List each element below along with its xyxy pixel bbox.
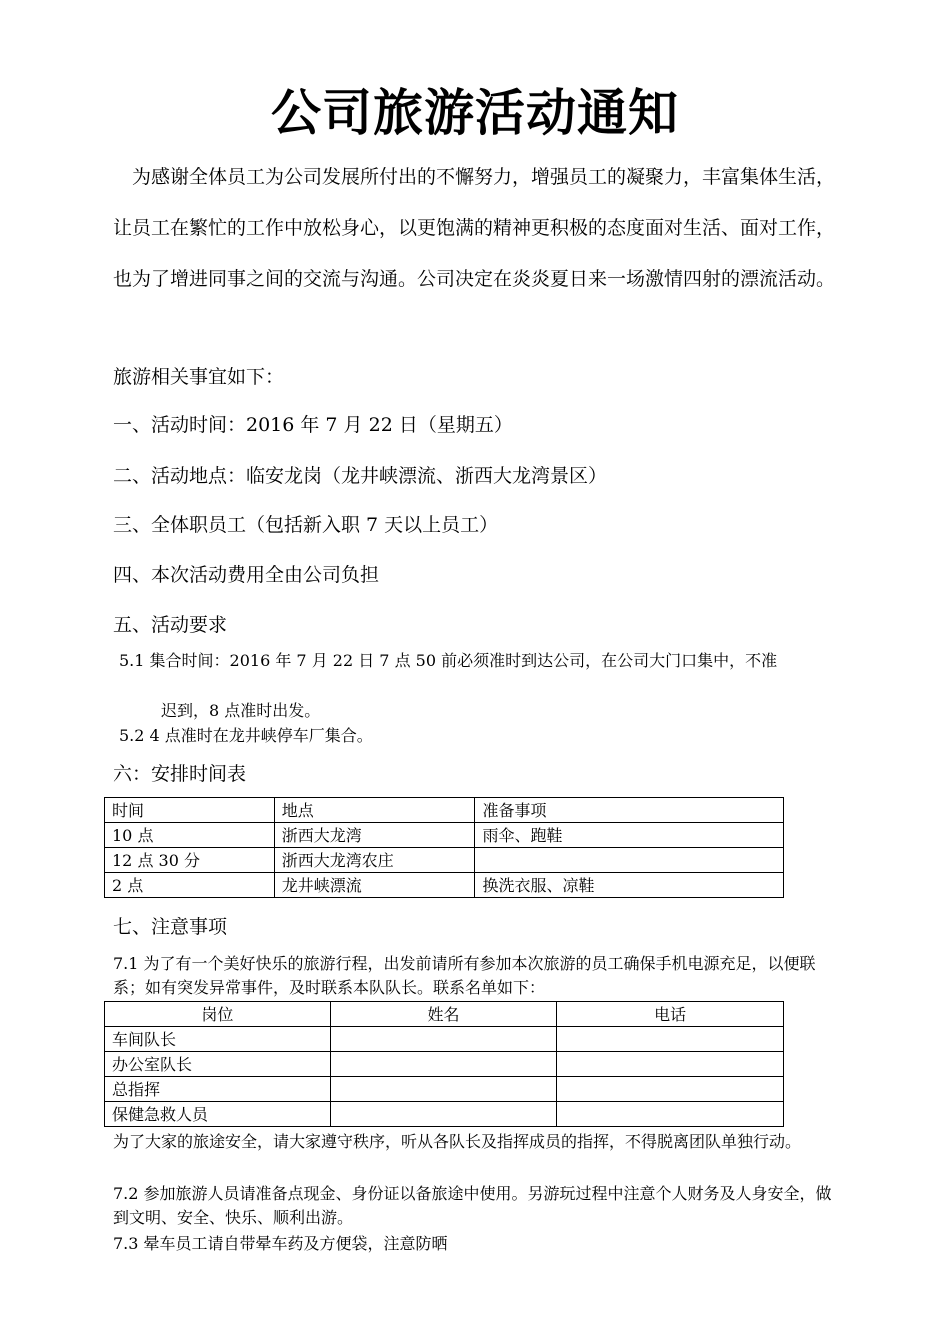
- items-heading: 旅游相关事宜如下：: [113, 366, 285, 388]
- item-activity-time: 一、活动时间：2016 年 7 月 22 日（星期五）: [113, 414, 513, 436]
- item-cost: 四、本次活动费用全由公司负担: [113, 564, 380, 586]
- table-cell: 12 点 30 分: [105, 848, 275, 873]
- table-cell: 总指挥: [105, 1077, 331, 1102]
- table-row: [105, 823, 784, 848]
- table-cell: [475, 848, 784, 873]
- table-row: [105, 1027, 784, 1052]
- table-cell: 办公室队长: [105, 1052, 331, 1077]
- table-cell: [330, 1052, 557, 1077]
- requirement-5-2: 5.2 4 点准时在龙井峡停车厂集合。: [119, 726, 373, 745]
- table-cell: 浙西大龙湾农庄: [274, 848, 475, 873]
- table-header-cell: 姓名: [330, 1002, 557, 1027]
- note-7-2: 7.2 参加旅游人员请准备点现金、身份证以备旅途中使用。另游玩过程中注意个人财务及人身安全，做到文明、安全、快乐、顺利出游。: [113, 1184, 832, 1227]
- table-cell: [557, 1052, 784, 1077]
- item-requirements: 五、活动要求: [113, 614, 228, 636]
- requirement-5-1: 5.1 集合时间：2016 年 7 月 22 日 7 点 50 前必须准时到达公司，在公司大门口集中，不准: [119, 651, 778, 670]
- table-row: [105, 848, 784, 873]
- table-row: [105, 873, 784, 898]
- intro-paragraph: 为感谢全体员工为公司发展所付出的不懈努力，增强员工的凝聚力，丰富集体生活，让员工在繁忙的工作中放松身心，以更饱满的精神更积极的态度面对生活、面对工作，也为了增进同事之间的交流与沟通。公司决定在炎炎夏日来一场激情四射的漂流活动。: [113, 166, 836, 290]
- table-cell: 10 点: [105, 823, 275, 848]
- schedule-table: [104, 797, 784, 898]
- schedule-heading: 六：安排时间表: [113, 763, 247, 785]
- table-cell: 雨伞、跑鞋: [475, 823, 784, 848]
- table-cell: [330, 1077, 557, 1102]
- table-cell: 龙井峡漂流: [274, 873, 475, 898]
- table-cell: 保健急救人员: [105, 1102, 331, 1127]
- table-header-cell: 岗位: [105, 1002, 331, 1027]
- notes-heading: 七、注意事项: [113, 916, 228, 938]
- table-cell: 车间队长: [105, 1027, 331, 1052]
- table-header-cell: 电话: [557, 1002, 784, 1027]
- table-row: [105, 1077, 784, 1102]
- requirement-5-1-continued: 迟到，8 点准时出发。: [161, 701, 321, 720]
- table-header-cell: 地点: [274, 798, 475, 823]
- table-row: [105, 1052, 784, 1077]
- table-cell: 2 点: [105, 873, 275, 898]
- table-header-row: [105, 798, 784, 823]
- item-participants: 三、全体职员工（包括新入职 7 天以上员工）: [113, 514, 499, 536]
- table-row: [105, 1102, 784, 1127]
- item-activity-place: 二、活动地点：临安龙岗（龙井峡漂流、浙西大龙湾景区）: [113, 465, 608, 487]
- contact-table: [104, 1001, 784, 1127]
- note-7-3: 7.3 晕车员工请自带晕车药及方便袋，注意防晒: [113, 1234, 448, 1253]
- table-header-cell: 时间: [105, 798, 275, 823]
- table-header-cell: 准备事项: [475, 798, 784, 823]
- table-cell: 换洗衣服、凉鞋: [475, 873, 784, 898]
- table-cell: [557, 1027, 784, 1052]
- note-7-1: 7.1 为了有一个美好快乐的旅游行程，出发前请所有参加本次旅游的员工确保手机电源充足，以便联系；如有突发异常事件，及时联系本队队长。联系名单如下：: [113, 954, 816, 997]
- safety-note: 为了大家的旅途安全，请大家遵守秩序，听从各队长及指挥成员的指挥，不得脱离团队单独行动。: [113, 1132, 802, 1151]
- table-cell: [330, 1102, 557, 1127]
- document-title: 公司旅游活动通知: [271, 83, 679, 142]
- table-cell: [330, 1027, 557, 1052]
- table-cell: 浙西大龙湾: [274, 823, 475, 848]
- table-header-row: [105, 1002, 784, 1027]
- table-cell: [557, 1102, 784, 1127]
- table-cell: [557, 1077, 784, 1102]
